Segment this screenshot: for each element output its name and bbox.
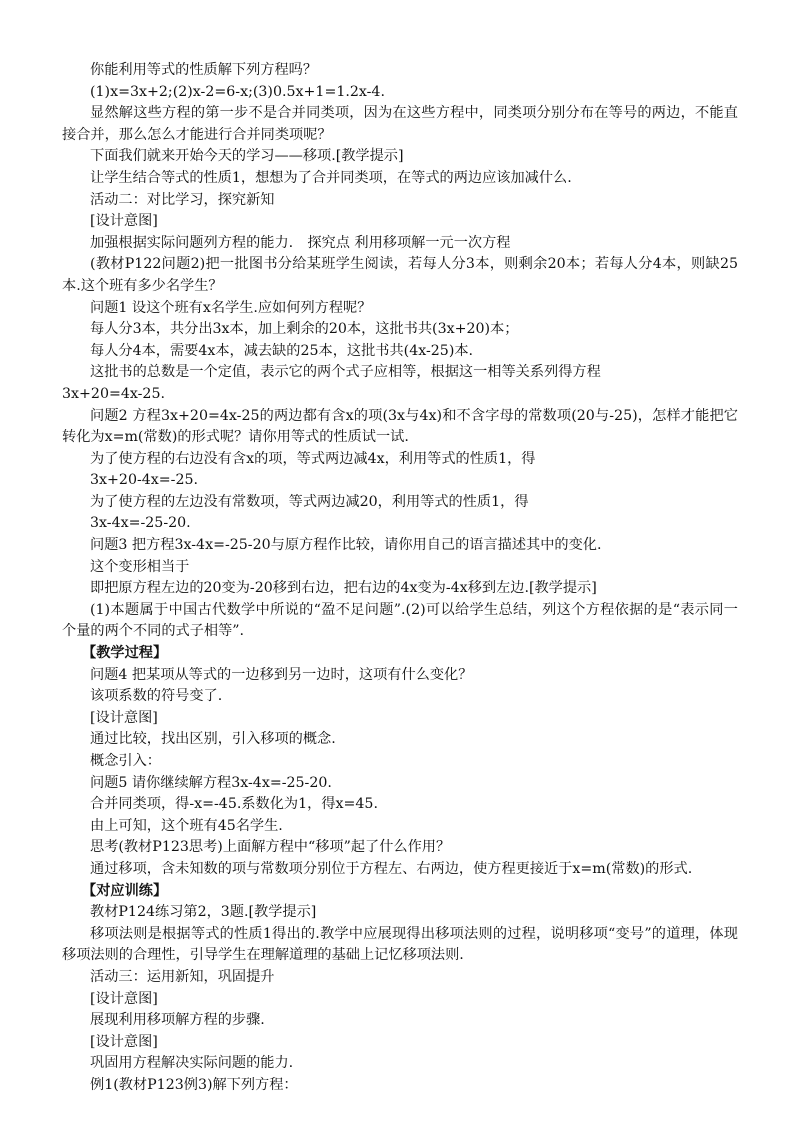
text-line: 问题2 方程3x+20=4x-25的两边都有含x的项(3x与4x)和不含字母的常数项(20与-25)，怎样才能把它转化为x=m(常数)的形式呢？请你用等式的性质试一试. xyxy=(62,407,738,446)
text-line: 例1(教材P123例3)解下列方程： xyxy=(90,1076,298,1093)
text-line: 巩固用方程解决实际问题的能力. xyxy=(90,1055,294,1072)
text-line: 下面我们就来开始今天的学习——移项.[教学提示] xyxy=(90,148,404,165)
text-line: 这个变形相当于 xyxy=(90,558,190,575)
text-line: 你能利用等式的性质解下列方程吗？ xyxy=(90,62,318,78)
text-line: 教材P124练习第2，3题.[教学提示] xyxy=(90,904,317,921)
section-heading: 【对应训练】 xyxy=(82,882,168,899)
text-line: 移项法则是根据等式的性质1得出的.教学中应展现得出移项法则的过程，说明移项“变号”的道理，体现移项法则的合理性，引导学生在理解道理的基础上记忆移项法则. xyxy=(62,925,738,964)
text-line: 通过移项，含未知数的项与常数项分别位于方程左、右两边，使方程更接近于x=m(常数)的形式. xyxy=(90,860,693,877)
text-line: 问题4 把某项从等式的一边移到另一边时，这项有什么变化？ xyxy=(90,666,473,683)
text-line: 显然解这些方程的第一步不是合并同类项，因为在这些方程中，同类项分别分布在等号的两边，不能直接合并，那么怎么才能进行合并同类项呢？ xyxy=(62,105,738,143)
text-line: 每人分4本，需要4x本，减去缺的25本，这批书共(4x-25)本. xyxy=(90,342,474,359)
text-line: 活动三：运用新知，巩固提升 xyxy=(90,968,275,985)
text-line: [设计意图] xyxy=(90,990,158,1007)
text-line: 该项系数的符号变了. xyxy=(90,688,223,705)
text-line: 让学生结合等式的性质1，想想为了合并同类项，在等式的两边应该加减什么. xyxy=(90,169,572,186)
section-heading: 【教学过程】 xyxy=(82,645,168,662)
text-line: 问题3 把方程3x-4x=-25-20与原方程作比较，请你用自己的语言描述其中的变化. xyxy=(90,537,602,554)
text-line: [设计意图] xyxy=(90,709,158,726)
text-line: 即把原方程左边的20变为-20移到右边，把右边的4x变为-4x移到左边.[教学提示] xyxy=(90,580,597,597)
text-line: 通过比较，找出区别，引入移项的概念. xyxy=(90,731,336,748)
text-line: 概念引入： xyxy=(90,753,161,769)
text-line: 思考(教材P123思考)上面解方程中“移项”起了什么作用？ xyxy=(90,839,451,856)
text-line: 合并同类项，得-x=-45.系数化为1，得x=45. xyxy=(90,796,378,813)
text-line: 为了使方程的左边没有常数项，等式两边减20，利用等式的性质1，得 xyxy=(90,493,529,510)
text-line: 由上可知，这个班有45名学生. xyxy=(90,817,283,834)
text-line: 问题5 请你继续解方程3x-4x=-25-20. xyxy=(90,774,332,791)
equation-line: 3x+20=4x-25. xyxy=(62,385,165,402)
text-line: [设计意图] xyxy=(90,1033,158,1050)
text-line: 问题1 设这个班有x名学生.应如何列方程呢？ xyxy=(90,299,372,316)
text-line: [设计意图] xyxy=(90,213,158,230)
text-line: 为了使方程的右边没有含x的项，等式两边减4x，利用等式的性质1，得 xyxy=(90,450,536,467)
text-line: 加强根据实际问题列方程的能力. 探究点 利用移项解一元一次方程 xyxy=(90,234,511,251)
equation-line: 3x-4x=-25-20. xyxy=(90,515,191,532)
text-line: 展现利用移项解方程的步骤. xyxy=(90,1012,265,1029)
text-line: 这批书的总数是一个定值，表示它的两个式子应相等，根据这一相等关系列得方程 xyxy=(90,364,601,381)
text-line: 每人分3本，共分出3x本，加上剩余的20本，这批书共(3x+20)本； xyxy=(90,321,519,338)
equation-line: 3x+20-4x=-25. xyxy=(90,472,199,489)
lesson-text xyxy=(62,60,738,1097)
text-line: 活动二：对比学习，探究新知 xyxy=(90,191,275,208)
text-line: (1)x=3x+2;(2)x-2=6-x;(3)0.5x+1=1.2x-4. xyxy=(90,83,385,100)
text-line: (1)本题属于中国古代数学中所说的“盈不足问题”.(2)可以给学生总结，列这个方程依据的是“表示同一个量的两个不同的式子相等”. xyxy=(62,601,738,640)
text-line: (教材P122问题2)把一批图书分给某班学生阅读，若每人分3本，则剩余20本；若每人分4本，则缺25本.这个班有多少名学生？ xyxy=(62,256,738,294)
